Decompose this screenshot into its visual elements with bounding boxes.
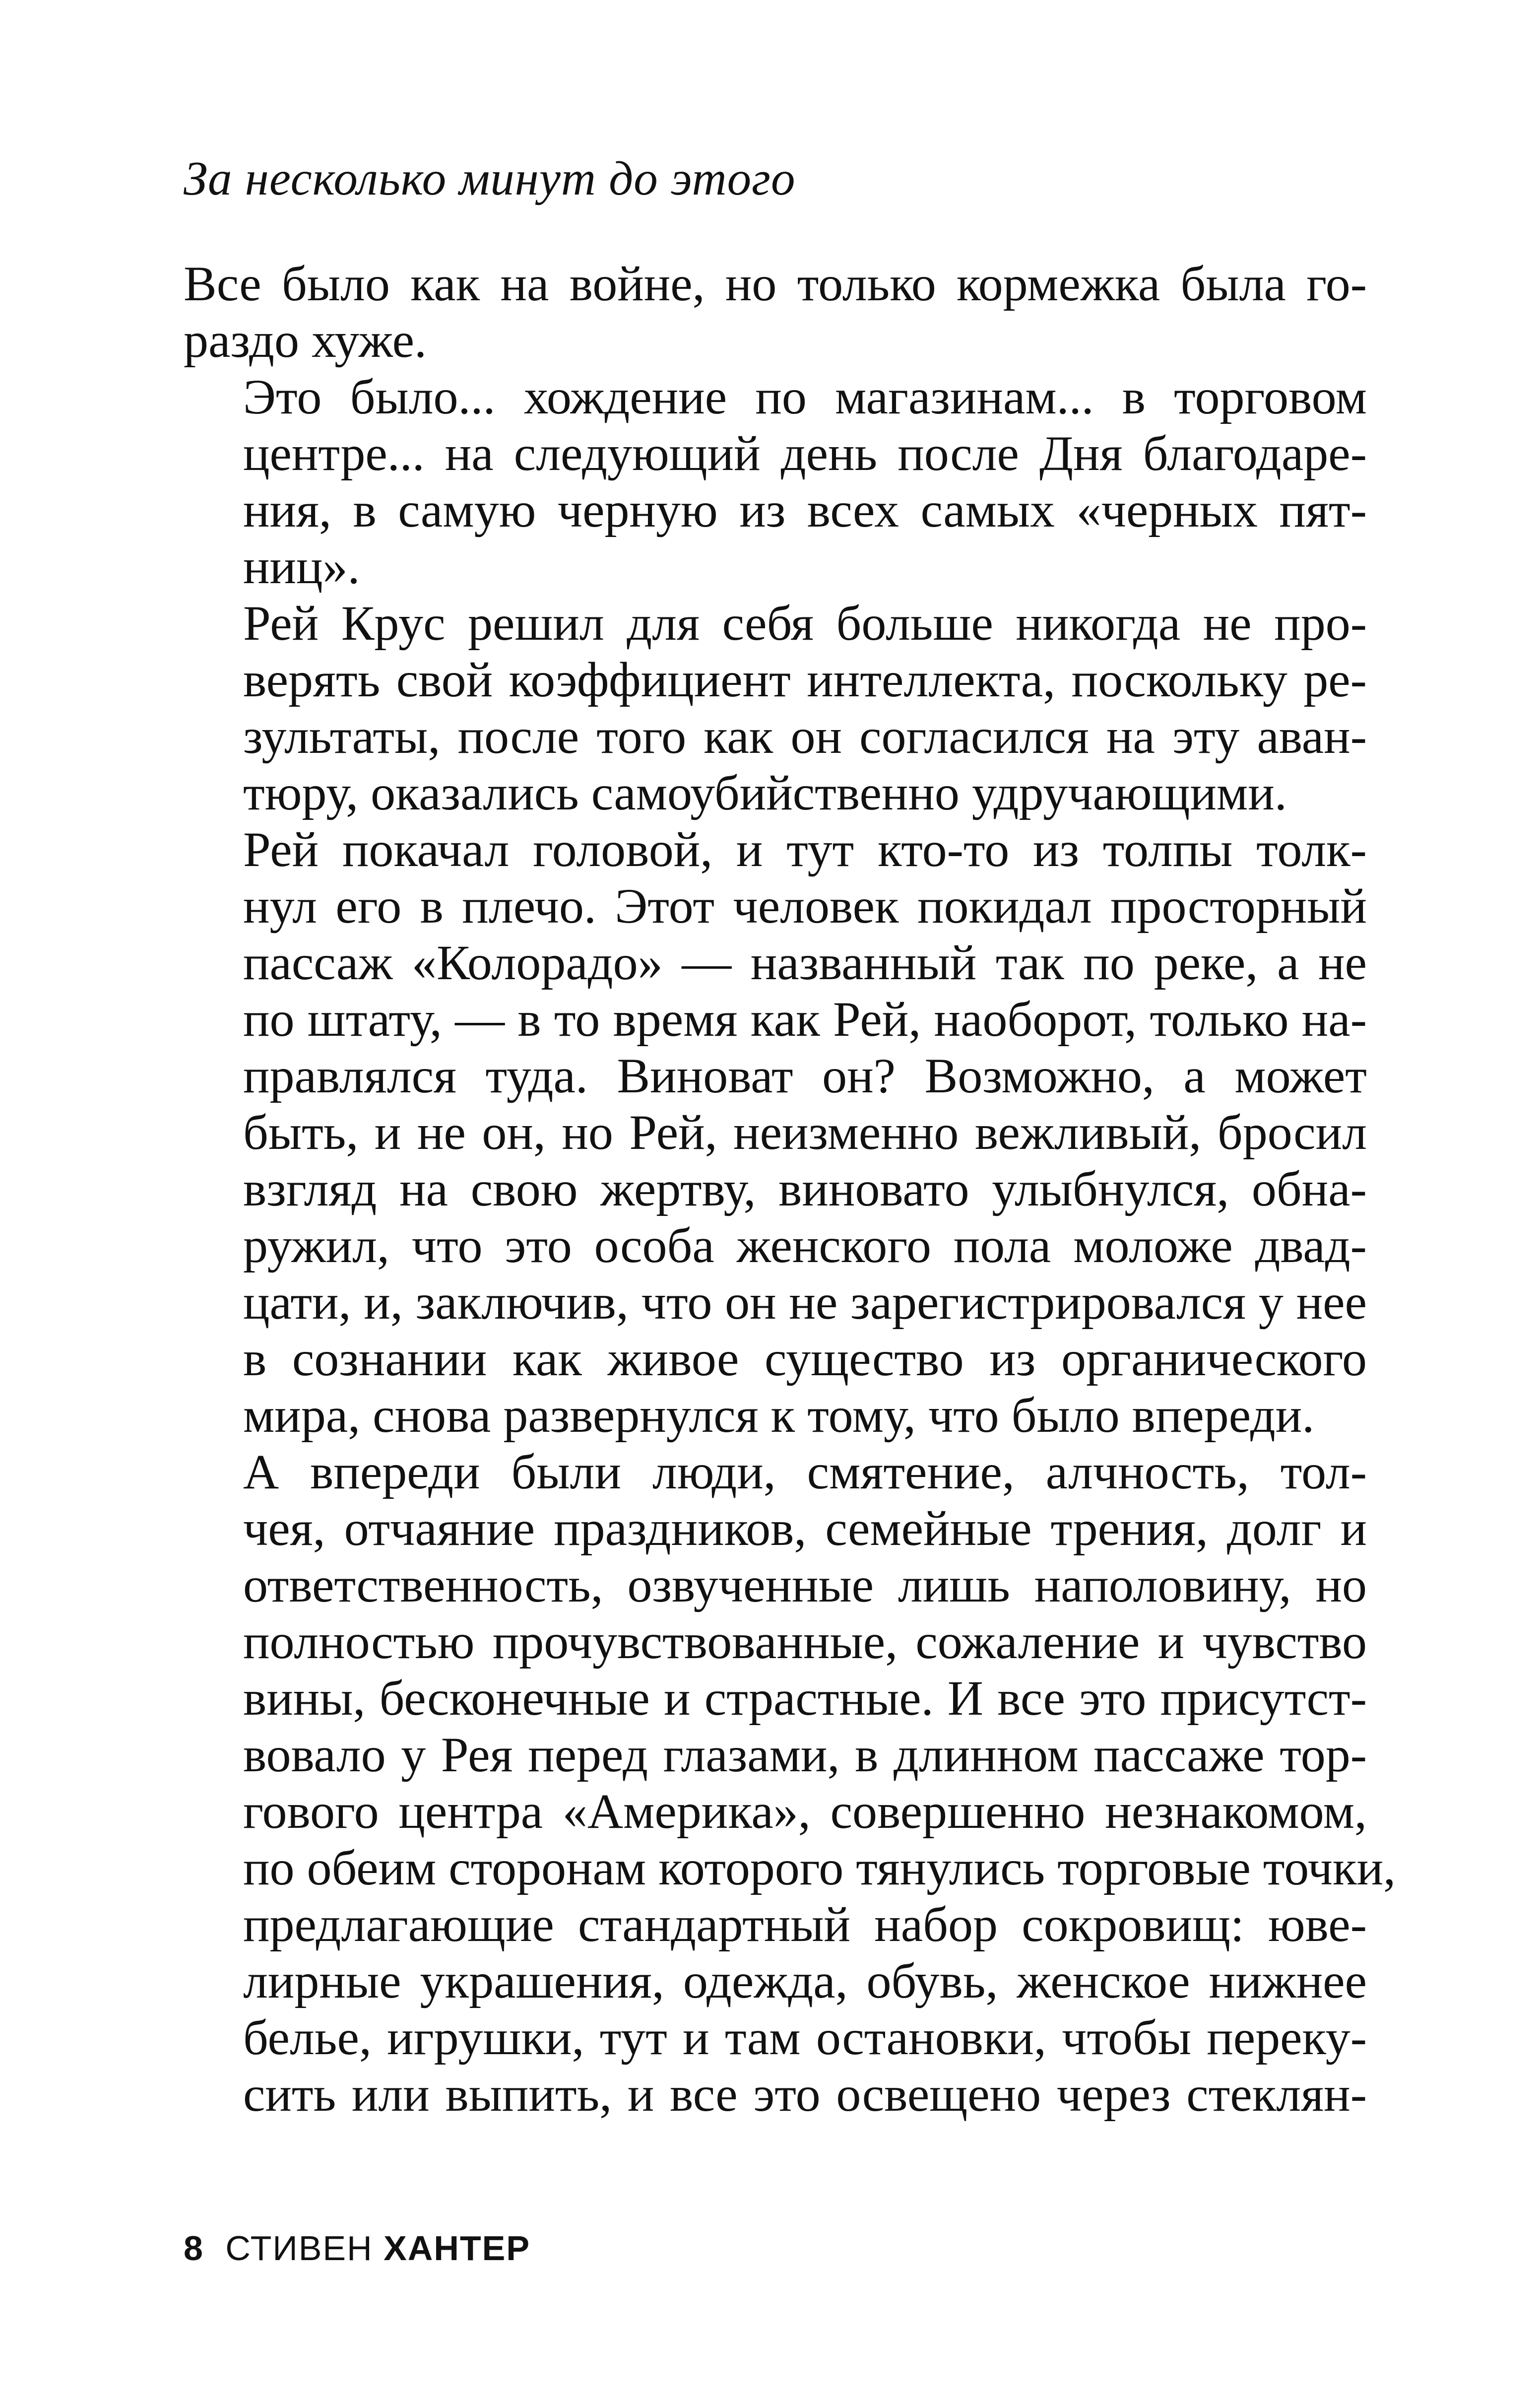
section-heading: За несколько минут до этого xyxy=(184,152,796,205)
text-line: вовало у Рея перед глазами, в длинном пассаже тор- xyxy=(243,1727,1367,1782)
page-footer xyxy=(184,2228,530,2268)
body-text xyxy=(184,256,1396,2123)
text-line: центре... на следующий день после Дня благодаре- xyxy=(243,426,1367,481)
paragraph xyxy=(184,256,1367,369)
paragraph xyxy=(184,1444,1396,2123)
author-first-name: СТИВЕН xyxy=(225,2229,373,2268)
text-line: нул его в плечо. Этот человек покидал просторный xyxy=(243,878,1367,934)
text-line: Все было как на войне, но только кормежка была го- xyxy=(184,256,1367,311)
text-line: верять свой коэффициент интеллекта, поскольку ре- xyxy=(243,652,1367,707)
paragraph xyxy=(184,595,1367,821)
text-line: правлялся туда. Виноват он? Возможно, а может xyxy=(243,1048,1367,1103)
text-line: А впереди были люди, смятение, алчность, тол- xyxy=(243,1444,1367,1499)
text-line: ружил, что это особа женского пола моложе двад- xyxy=(243,1218,1367,1273)
text-line: белье, игрушки, тут и там остановки, чтобы переку- xyxy=(243,2010,1367,2065)
text-line: полностью прочувствованные, сожаление и чувство xyxy=(243,1614,1367,1669)
text-line: цати, и, заключив, что он не зарегистрировался у нее xyxy=(243,1274,1367,1330)
text-line: Это было... хождение по магазинам... в торговом xyxy=(243,369,1367,424)
text-line: лирные украшения, одежда, обувь, женское нижнее xyxy=(243,1953,1367,2008)
text-line: предлагающие стандартный набор сокровищ: юве- xyxy=(243,1897,1367,1952)
paragraph xyxy=(184,369,1367,595)
text-line: вины, бесконечные и страстные. И все это присутст- xyxy=(243,1671,1367,1726)
text-line: тюру, оказались самоубийственно удручающими. xyxy=(243,765,1287,820)
paragraph xyxy=(184,821,1367,1444)
text-line: по обеим сторонам которого тянулись торговые точки, xyxy=(243,1840,1396,1895)
text-line: сить или выпить, и все это освещено через стеклян- xyxy=(243,2067,1367,2122)
text-line: ниц». xyxy=(243,539,360,594)
text-line: в сознании как живое существо из органического xyxy=(243,1331,1367,1386)
text-line: взгляд на свою жертву, виновато улыбнулся, обна- xyxy=(243,1161,1367,1216)
text-line: пассаж «Колорадо» — названный так по реке, а не xyxy=(243,935,1367,990)
text-line: раздо хуже. xyxy=(184,313,427,368)
text-line: ответственность, озвученные лишь наполовину, но xyxy=(243,1557,1367,1612)
text-line: Рей покачал головой, и тут кто-то из толпы толк- xyxy=(243,822,1367,877)
page-number: 8 xyxy=(184,2229,204,2268)
text-line: по штату, — в то время как Рей, наоборот, только на- xyxy=(243,992,1367,1047)
author-last-name: ХАНТЕР xyxy=(384,2229,531,2268)
text-line: ния, в самую черную из всех самых «черных пят- xyxy=(243,482,1367,537)
text-line: зультаты, после того как он согласился на эту аван- xyxy=(243,709,1367,764)
text-line: гового центра «Америка», совершенно незнакомом, xyxy=(243,1784,1367,1839)
book-page xyxy=(184,149,1396,2123)
text-line: быть, и не он, но Рей, неизменно вежливый, бросил xyxy=(243,1105,1367,1160)
text-line: Рей Крус решил для себя больше никогда не про- xyxy=(243,596,1367,651)
text-line: мира, снова развернулся к тому, что было впереди. xyxy=(243,1388,1315,1443)
text-line: чея, отчаяние праздников, семейные трения, долг и xyxy=(243,1501,1367,1556)
